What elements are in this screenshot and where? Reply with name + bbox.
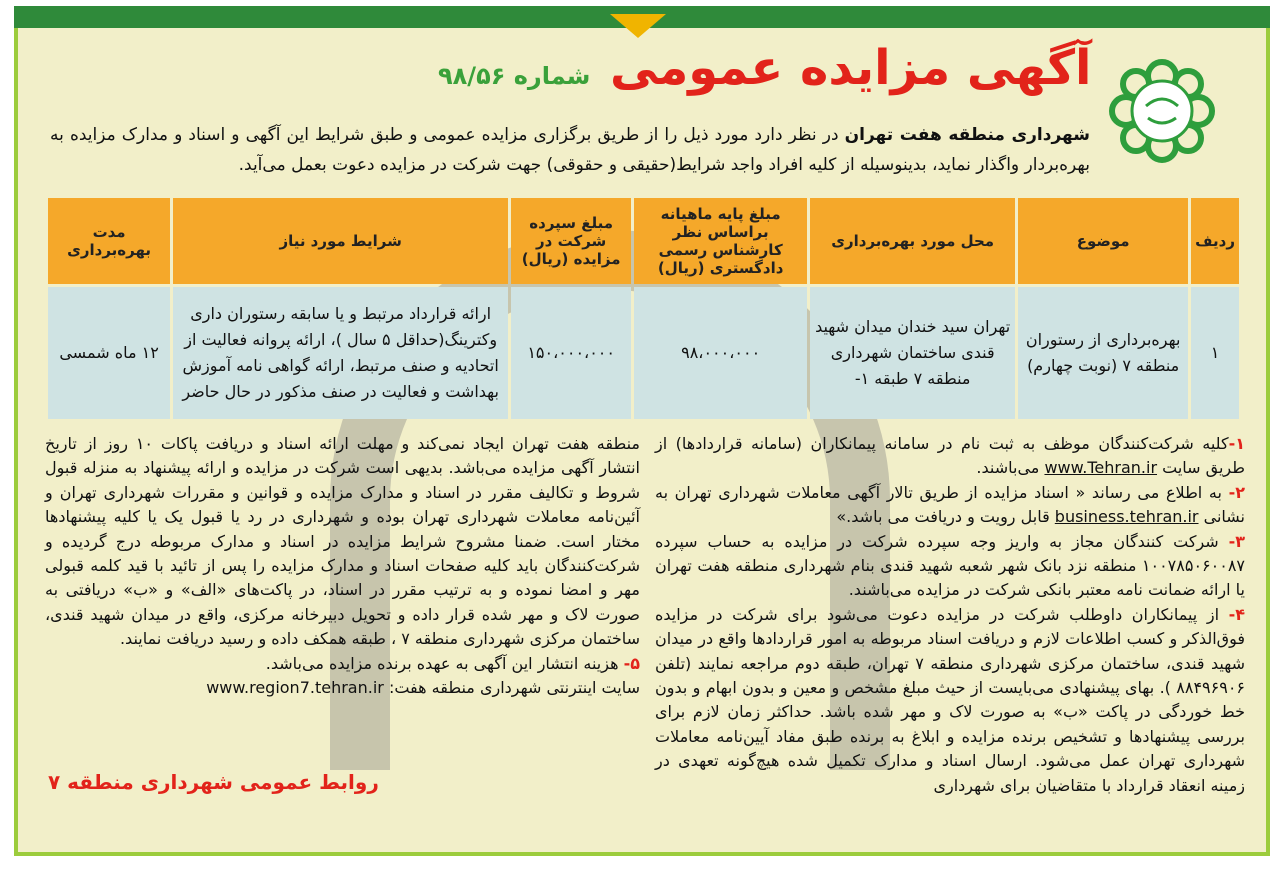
col-deposit: مبلغ سپرده شرکت در مزایده (ریال) (511, 198, 631, 284)
intro-text: در نظر دارد مورد ذیل را از طریق برگزاری مزایده عمومی و طبق شرایط این آگهی و اسناد و مدارک مزایده به بهره‌بردار واگذار نماید، بدینوسیله از کلیه افراد واجد شرایط(حقیقی و حقوقی) جهت شرکت در مزایده دعوت بعمل می‌آید. (50, 125, 1090, 175)
table-row (48, 287, 1239, 419)
terms-right-column (655, 432, 1245, 798)
col-subject: موضوع (1018, 198, 1188, 284)
term-4-continued: منطقه هفت تهران ایجاد نمی‌کند و مهلت ارائه اسناد و دریافت پاکات ۱۰ روز از تاریخ انتشار آگهی مزایده می‌باشد. بدیهی است شرکت در مزایده و ارائه پیشنهاد به منزله قبول شروط و تکالیف مقرر در اسناد و مدارک مزایده و قوانین و مقررات شهرداری تهران و آئین‌نامه معاملات شهرداری تهران بوده و شهرداری در رد یا قبول یک یا کلیه پیشنهادها مختار است. ضمنا مشروح شرایط مزایده در اسناد و مدارک مربوطه درج گردیده و شرکت‌کنندگان باید کلیه صفحات اسناد و مدارک مزایده را پس از تائید با قید کلمه قبولی مهر و امضا نموده و به ترتیب مقرر در اسناد، در پاکت‌های «الف» و «ب» دریافتی به صورت لاک و مهر شده قرار داده و تحویل دبیرخانه مرکزی، واقع در میدان شهید قندی، ساختمان مرکزی شهرداری منطقه ۷ ، طبقه همکف داده و رسید دریافت نمایند. (45, 434, 640, 649)
col-duration: مدت بهره‌برداری (48, 198, 170, 284)
website-line: سایت اینترنتی شهرداری منطقه هفت: www.region7.tehran.ir (206, 678, 640, 698)
cell-deposit: ۱۵۰،۰۰۰،۰۰۰ (511, 287, 631, 419)
col-row: ردیف (1191, 198, 1239, 284)
intro-org: شهرداری منطقه هفت تهران (844, 125, 1090, 145)
term-4: ۴- از پیمانکاران داوطلب شرکت در مزایده دعوت می‌شود برای شرکت در مزایده فوق‌الذکر و کسب اطلاعات لازم و دریافت اسناد مربوطه به امور قراردادها واقع در میدان شهید قندی، ساختمان مرکزی شهرداری منطقه ۷ تهران، طبقه دوم مراجعه نمایند (تلفن ۸۸۴۹۶۹۰۶ ). بهای پیشنهادی می‌بایست از حیث مبلغ مشخص و معین و بدون ابهام و بدون خط خوردگی در پاکت «ب» به صورت لاک و مهر شده باشد. حداکثر زمان لازم برای بررسی پیشنهادها و تشخیص برنده مزایده و ابلاغ به برنده طبق مفاد آیین‌نامه معاملات شهرداری تهران عمل می‌شود. ارسال اسناد و مدارک تکمیل شده هیچ‌گونه تعهدی در زمینه انعقاد قرارداد با متقاضیان برای شهرداری (655, 604, 1246, 795)
cell-base-amount: ۹۸،۰۰۰،۰۰۰ (634, 287, 807, 419)
term-5: ۵- هزینه انتشار این آگهی به عهده برنده مزایده می‌باشد. (265, 653, 640, 673)
table-header-row (48, 198, 1239, 284)
intro-paragraph (50, 120, 1090, 180)
col-location: محل مورد بهره‌برداری (810, 198, 1015, 284)
auction-table (45, 195, 1242, 422)
tehran-municipality-logo (1106, 56, 1218, 166)
cell-conditions: ارائه قرارداد مرتبط و یا سابقه رستوران داری وکترینگ(حداقل ۵ سال )، ارائه پروانه فعالیت از اتحادیه و صنف مرتبط، ارائه گواهی نامه آموزش بهداشت و فعالیت در صنف مذکور در حال حاضر (173, 287, 508, 419)
ad-title: آگهی مزایده عمومی (610, 40, 1092, 96)
business-link[interactable]: business.tehran.ir (1054, 507, 1199, 527)
terms-left-column (45, 432, 640, 700)
col-conditions: شرایط مورد نیاز (173, 198, 508, 284)
cell-row: ۱ (1191, 287, 1239, 419)
term-3: ۳- شرکت کنندگان مجاز به واریز وجه سپرده شرکت در مزایده به حساب سپرده ۱۰۰۷۸۵۰۶۰۰۸۷ منطقه نزد بانک شهر شعبه شهید قندی بنام شهرداری منطقه هفت تهران یا ارائه ضمانت نامه معتبر بانکی شرکت در مزایده می‌باشند. (655, 531, 1245, 600)
tehran-link[interactable]: www.Tehran.ir (1044, 458, 1158, 478)
term-2: ۲- به اطلاع می رساند « اسناد مزایده از طریق تالار آگهی معاملات شهرداری تهران به نشانی business.tehran.ir قابل رویت و دریافت می باشد.» (655, 482, 1245, 527)
cell-location: تهران سید خندان میدان شهید قندی ساختمان شهرداری منطقه ۷ طبقه ۱- (810, 287, 1015, 419)
cell-duration: ۱۲ ماه شمسی (48, 287, 170, 419)
col-base-amount: مبلغ پایه ماهیانه براساس نظر کارشناس رسمی دادگستری (ریال) (634, 198, 807, 284)
region7-link[interactable]: www.region7.tehran.ir (206, 678, 384, 698)
cell-subject: بهره‌برداری از رستوران منطقه ۷ (نوبت چهارم) (1018, 287, 1188, 419)
signature: روابط عمومی شهرداری منطقه ۷ (48, 770, 379, 794)
ad-number: شماره ۹۸/۵۶ (438, 62, 591, 90)
triangle-ornament (610, 14, 666, 38)
term-1: ۱-کلیه شرکت‌کنندگان موظف به ثبت نام در سامانه پیمانکاران (سامانه قراردادها) از طریق سایت www.Tehran.ir می‌باشند. (655, 434, 1245, 478)
